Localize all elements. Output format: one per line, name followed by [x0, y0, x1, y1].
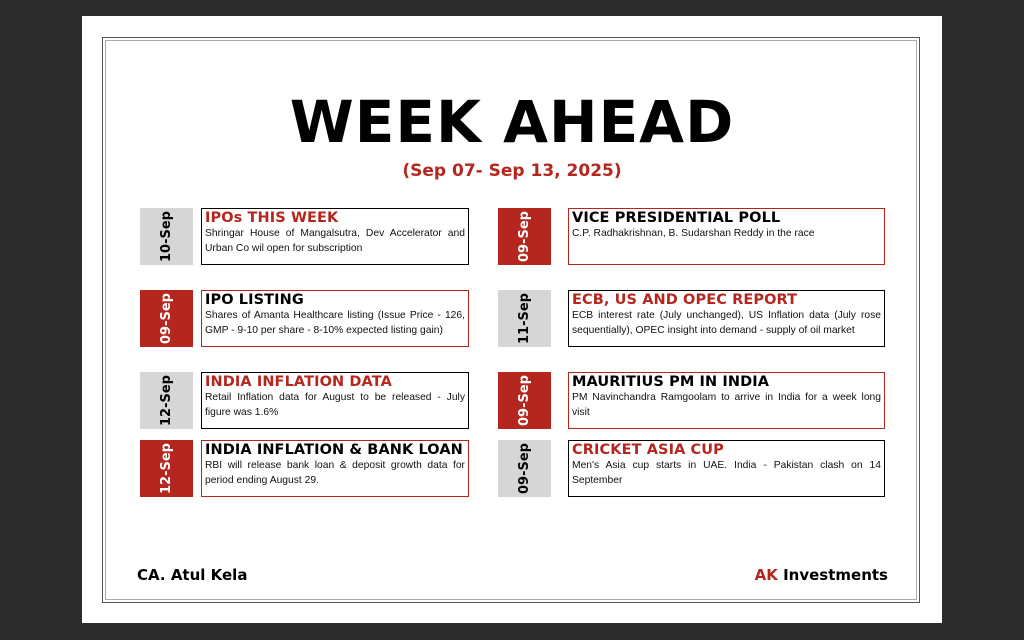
event-item	[498, 372, 886, 429]
document-page	[82, 16, 942, 623]
event-description: Shringar House of Mangalsutra, Dev Accelerator and Urban Co wil open for subscription	[205, 228, 465, 254]
brand-prefix: AK	[754, 566, 778, 584]
event-item	[140, 440, 470, 497]
date-label: 10-Sep	[158, 211, 174, 262]
event-card	[201, 290, 469, 347]
event-heading: INDIA INFLATION & BANK LOAN	[205, 442, 463, 458]
event-card	[568, 290, 885, 347]
event-card	[201, 372, 469, 429]
date-badge	[140, 290, 193, 347]
event-heading: ECB, US AND OPEC REPORT	[572, 292, 798, 308]
event-item	[498, 208, 886, 265]
event-description: ECB interest rate (July unchanged), US Inflation data (July rose sequentially), OPEC insight into demand - supply of oil market	[572, 310, 881, 336]
event-description: Men's Asia cup starts in UAE. India - Pakistan clash on 14 September	[572, 460, 881, 486]
event-heading: IPOs THIS WEEK	[205, 210, 339, 226]
event-item	[140, 208, 470, 265]
event-description: PM Navinchandra Ramgoolam to arrive in India for a week long visit	[572, 392, 881, 418]
event-item	[140, 372, 470, 429]
date-badge	[498, 372, 551, 429]
event-description: RBI will release bank loan & deposit growth data for period ending August 29.	[205, 460, 465, 486]
brand-suffix: Investments	[777, 566, 888, 584]
date-label: 12-Sep	[158, 443, 174, 494]
event-card	[568, 372, 885, 429]
date-range-subtitle: (Sep 07- Sep 13, 2025)	[402, 161, 622, 181]
date-badge	[140, 440, 193, 497]
page-title: WEEK AHEAD	[289, 88, 735, 156]
event-heading: IPO LISTING	[205, 292, 304, 308]
event-card	[201, 440, 469, 497]
date-badge	[140, 372, 193, 429]
date-badge	[498, 208, 551, 265]
event-description: C.P. Radhakrishnan, B. Sudarshan Reddy in the race	[572, 228, 815, 239]
event-heading: VICE PRESIDENTIAL POLL	[572, 210, 781, 226]
event-description: Shares of Amanta Healthcare listing (Issue Price - 126, GMP - 9-10 per share - 8-10% expected listing gain)	[205, 310, 465, 336]
date-label: 11-Sep	[516, 293, 532, 344]
event-item	[498, 440, 886, 497]
date-label: 09-Sep	[516, 211, 532, 262]
event-card	[568, 440, 885, 497]
event-heading: MAURITIUS PM IN INDIA	[572, 374, 770, 390]
date-badge	[498, 440, 551, 497]
event-heading: INDIA INFLATION DATA	[205, 374, 392, 390]
event-description: Retail Inflation data for August to be released - July figure was 1.6%	[205, 392, 465, 418]
date-label: 09-Sep	[516, 375, 532, 426]
event-card	[568, 208, 885, 265]
event-card	[201, 208, 469, 265]
event-heading: CRICKET ASIA CUP	[572, 442, 724, 458]
date-badge	[140, 208, 193, 265]
date-badge	[498, 290, 551, 347]
author-name: CA. Atul Kela	[137, 566, 248, 584]
event-item	[498, 290, 886, 347]
event-item	[140, 290, 470, 347]
date-label: 09-Sep	[516, 443, 532, 494]
date-label: 12-Sep	[158, 375, 174, 426]
brand-logo	[755, 566, 888, 584]
date-label: 09-Sep	[158, 293, 174, 344]
